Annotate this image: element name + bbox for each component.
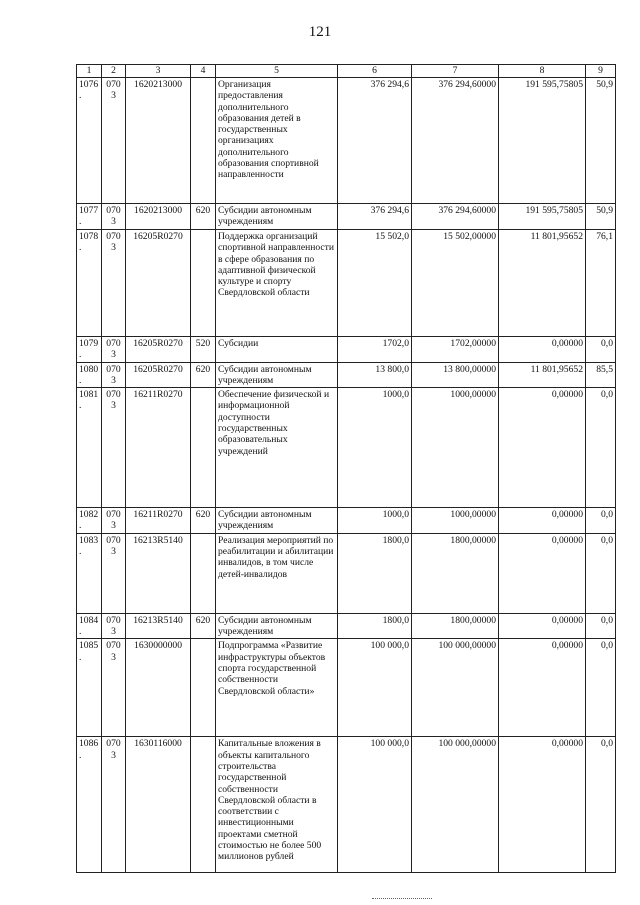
expense-type-code: 520 xyxy=(191,337,216,363)
row-number: 1076. xyxy=(77,78,102,204)
item-name: Субсидии автономным учреждениям xyxy=(216,508,338,534)
item-name: Обеспечение физической и информационной доступности государственных образовательных учреждений xyxy=(216,388,338,508)
planned-amount: 1702,0 xyxy=(338,337,412,363)
row-number: 1086. xyxy=(77,737,102,873)
approved-amount: 1800,00000 xyxy=(412,613,499,639)
row-number: 1083. xyxy=(77,533,102,613)
expense-type-code xyxy=(191,639,216,737)
executed-amount: 0,00000 xyxy=(499,388,586,508)
approved-amount: 15 502,00000 xyxy=(412,230,499,337)
expense-type-code xyxy=(191,78,216,204)
row-number: 1080. xyxy=(77,362,102,388)
column-header-8: 8 xyxy=(499,65,586,78)
row-number: 1077. xyxy=(77,204,102,230)
executed-amount: 191 595,75805 xyxy=(499,78,586,204)
table-row xyxy=(77,388,616,508)
approved-amount: 1000,00000 xyxy=(412,388,499,508)
approved-amount: 1702,00000 xyxy=(412,337,499,363)
approved-amount: 100 000,00000 xyxy=(412,737,499,873)
item-name: Субсидии автономным учреждениям xyxy=(216,204,338,230)
page-number: 121 xyxy=(308,24,332,40)
section-code: 0703 xyxy=(102,508,126,534)
table-row xyxy=(77,204,616,230)
table-row xyxy=(77,639,616,737)
row-number: 1082. xyxy=(77,508,102,534)
table-body xyxy=(77,78,616,873)
execution-percent: 0,0 xyxy=(586,508,616,534)
target-code: 16205R0270 xyxy=(126,337,191,363)
expense-type-code: 620 xyxy=(191,204,216,230)
executed-amount: 11 801,95652 xyxy=(499,230,586,337)
table-row xyxy=(77,533,616,613)
target-code: 16211R0270 xyxy=(126,508,191,534)
target-code: 1630116000 xyxy=(126,737,191,873)
table-row xyxy=(77,78,616,204)
section-code: 0703 xyxy=(102,737,126,873)
approved-amount: 376 294,60000 xyxy=(412,204,499,230)
section-code: 0703 xyxy=(102,362,126,388)
column-header-2: 2 xyxy=(102,65,126,78)
section-code: 0703 xyxy=(102,388,126,508)
approved-amount: 1800,00000 xyxy=(412,533,499,613)
item-name: Реализация мероприятий по реабилитации и абилитации инвалидов, в том числе детей-инвалидов xyxy=(216,533,338,613)
executed-amount: 0,00000 xyxy=(499,737,586,873)
table-row xyxy=(77,362,616,388)
budget-table xyxy=(76,64,616,873)
table-row xyxy=(77,737,616,873)
section-code: 0703 xyxy=(102,230,126,337)
planned-amount: 1800,0 xyxy=(338,533,412,613)
planned-amount: 376 294,6 xyxy=(338,204,412,230)
expense-type-code: 620 xyxy=(191,613,216,639)
target-code: 16205R0270 xyxy=(126,230,191,337)
target-code: 16213R5140 xyxy=(126,613,191,639)
expense-type-code xyxy=(191,388,216,508)
approved-amount: 376 294,60000 xyxy=(412,78,499,204)
item-name: Поддержка организаций спортивной направленности в сфере образования по адаптивной физической культуре и спорту Свердловской области xyxy=(216,230,338,337)
executed-amount: 0,00000 xyxy=(499,337,586,363)
section-code: 0703 xyxy=(102,78,126,204)
section-code: 0703 xyxy=(102,613,126,639)
header-row xyxy=(77,65,616,78)
execution-percent: 0,0 xyxy=(586,533,616,613)
planned-amount: 1000,0 xyxy=(338,388,412,508)
item-name: Субсидии автономным учреждениям xyxy=(216,362,338,388)
planned-amount: 13 800,0 xyxy=(338,362,412,388)
planned-amount: 15 502,0 xyxy=(338,230,412,337)
executed-amount: 191 595,75805 xyxy=(499,204,586,230)
execution-percent: 76,1 xyxy=(586,230,616,337)
target-code: 16205R0270 xyxy=(126,362,191,388)
section-code: 0703 xyxy=(102,533,126,613)
target-code: 1620213000 xyxy=(126,204,191,230)
section-code: 0703 xyxy=(102,639,126,737)
executed-amount: 0,00000 xyxy=(499,533,586,613)
section-code: 0703 xyxy=(102,337,126,363)
row-number: 1085. xyxy=(77,639,102,737)
execution-percent: 50,9 xyxy=(586,204,616,230)
table-row xyxy=(77,337,616,363)
column-header-6: 6 xyxy=(338,65,412,78)
target-code: 1630000000 xyxy=(126,639,191,737)
planned-amount: 100 000,0 xyxy=(338,639,412,737)
expense-type-code xyxy=(191,533,216,613)
execution-percent: 0,0 xyxy=(586,613,616,639)
expense-type-code xyxy=(191,230,216,337)
execution-percent: 0,0 xyxy=(586,737,616,873)
approved-amount: 100 000,00000 xyxy=(412,639,499,737)
expense-type-code xyxy=(191,737,216,873)
expense-type-code: 620 xyxy=(191,362,216,388)
row-number: 1079. xyxy=(77,337,102,363)
execution-percent: 0,0 xyxy=(586,388,616,508)
column-header-9: 9 xyxy=(586,65,616,78)
executed-amount: 0,00000 xyxy=(499,613,586,639)
column-header-5: 5 xyxy=(216,65,338,78)
table-row xyxy=(77,230,616,337)
executed-amount: 0,00000 xyxy=(499,639,586,737)
planned-amount: 100 000,0 xyxy=(338,737,412,873)
execution-percent: 0,0 xyxy=(586,337,616,363)
approved-amount: 13 800,00000 xyxy=(412,362,499,388)
target-code: 1620213000 xyxy=(126,78,191,204)
bottom-line-mark xyxy=(372,898,432,899)
item-name: Капитальные вложения в объекты капитального строительства государственной собственности Свердловской области в соответствии с инвестиционными проектами сметной стоимостью не более 500 миллионов рублей xyxy=(216,737,338,873)
executed-amount: 0,00000 xyxy=(499,508,586,534)
table-row xyxy=(77,613,616,639)
column-header-3: 3 xyxy=(126,65,191,78)
executed-amount: 11 801,95652 xyxy=(499,362,586,388)
expense-type-code: 620 xyxy=(191,508,216,534)
item-name: Субсидии xyxy=(216,337,338,363)
row-number: 1084. xyxy=(77,613,102,639)
planned-amount: 1800,0 xyxy=(338,613,412,639)
section-code: 0703 xyxy=(102,204,126,230)
column-header-4: 4 xyxy=(191,65,216,78)
execution-percent: 50,9 xyxy=(586,78,616,204)
execution-percent: 0,0 xyxy=(586,639,616,737)
execution-percent: 85,5 xyxy=(586,362,616,388)
item-name: Организация предоставления дополнительного образования детей в государственных организациях дополнительного образования спортивной направленности xyxy=(216,78,338,204)
item-name: Субсидии автономным учреждениям xyxy=(216,613,338,639)
target-code: 16211R0270 xyxy=(126,388,191,508)
table-row xyxy=(77,508,616,534)
approved-amount: 1000,00000 xyxy=(412,508,499,534)
target-code: 16213R5140 xyxy=(126,533,191,613)
item-name: Подпрограмма «Развитие инфраструктуры объектов спорта государственной собственности Свердловской области» xyxy=(216,639,338,737)
row-number: 1078. xyxy=(77,230,102,337)
column-header-1: 1 xyxy=(77,65,102,78)
planned-amount: 1000,0 xyxy=(338,508,412,534)
row-number: 1081. xyxy=(77,388,102,508)
planned-amount: 376 294,6 xyxy=(338,78,412,204)
column-header-7: 7 xyxy=(412,65,499,78)
